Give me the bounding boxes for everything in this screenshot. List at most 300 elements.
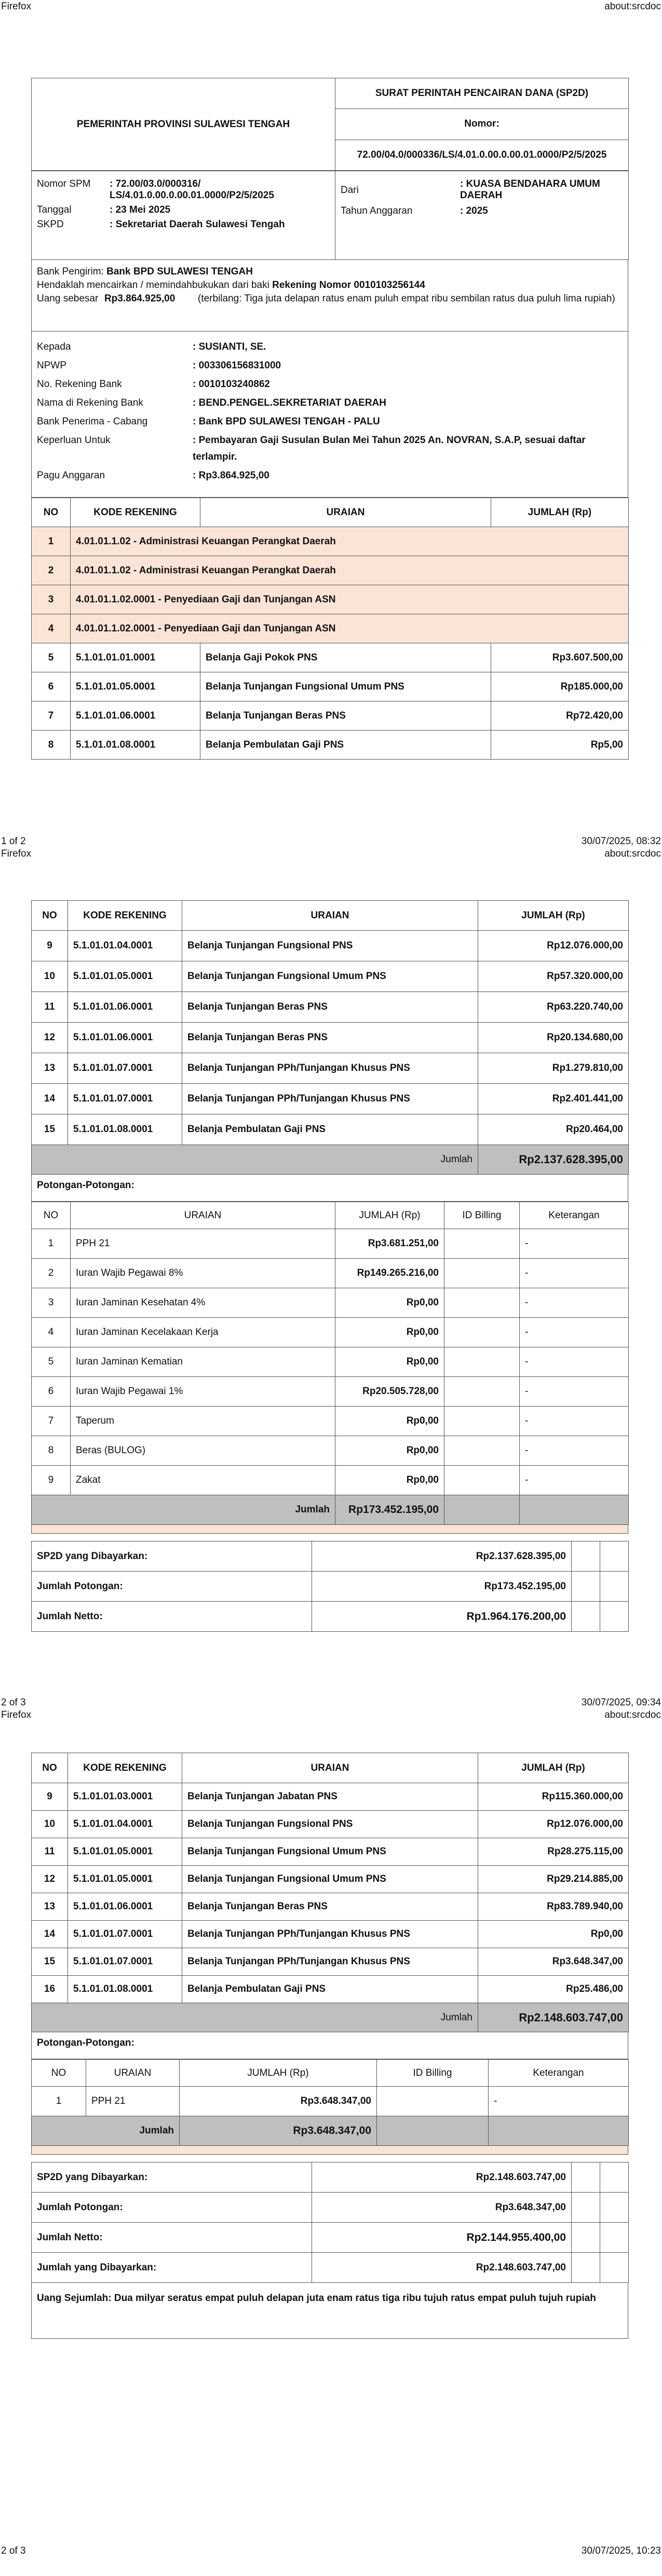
browser-header bbox=[0, 0, 662, 17]
row-no: 12 bbox=[32, 1023, 68, 1053]
pot-no: 9 bbox=[32, 1466, 71, 1495]
table-row bbox=[32, 614, 629, 643]
summary-value: Rp3.648.347,00 bbox=[312, 2193, 572, 2223]
table-row bbox=[32, 1288, 629, 1318]
pot-ket: - bbox=[520, 1436, 629, 1466]
row-no: 8 bbox=[32, 731, 71, 760]
empty-cell bbox=[600, 2162, 629, 2193]
row-no: 13 bbox=[32, 1893, 68, 1921]
pot-ket: - bbox=[520, 1407, 629, 1436]
section-divider bbox=[31, 2146, 628, 2155]
row-kode: 5.1.01.01.07.0001 bbox=[68, 1948, 182, 1976]
row-uraian: Belanja Tunjangan Fungsional Umum PNS bbox=[200, 672, 491, 701]
pot-billing bbox=[444, 1318, 520, 1347]
pot-no: 1 bbox=[32, 1229, 71, 1259]
table-row bbox=[32, 672, 629, 701]
pagu-label: Pagu Anggaran bbox=[37, 470, 105, 481]
pot-billing bbox=[377, 2087, 489, 2116]
table-row bbox=[32, 1948, 629, 1976]
pot-jumlah: Rp20.505.728,00 bbox=[335, 1377, 444, 1407]
pot-col-uraian: URAIAN bbox=[71, 1202, 335, 1229]
row-uraian: Belanja Pembulatan Gaji PNS bbox=[200, 731, 491, 760]
row-kode: 5.1.01.01.05.0001 bbox=[68, 961, 182, 992]
summary-label: SP2D yang Dibayarkan: bbox=[32, 1541, 312, 1572]
page-footer-3 bbox=[0, 2545, 662, 2576]
row-jumlah: Rp3.607.500,00 bbox=[491, 643, 629, 672]
pot-jumlah: Rp0,00 bbox=[335, 1466, 444, 1495]
row-no: 14 bbox=[32, 1084, 68, 1114]
table-row bbox=[32, 931, 629, 961]
table-row bbox=[32, 1023, 629, 1053]
pot-col-billing: ID Billing bbox=[444, 1202, 520, 1229]
pot-col-no: NO bbox=[32, 1202, 71, 1229]
row-jumlah: Rp83.789.940,00 bbox=[478, 1893, 629, 1921]
pot-jumlah: Rp0,00 bbox=[335, 1436, 444, 1466]
dari-value: : KUASA BENDAHARA UMUM DAERAH bbox=[460, 178, 600, 201]
row-uraian: Belanja Tunjangan Beras PNS bbox=[182, 1893, 478, 1921]
pot-uraian: Taperum bbox=[71, 1407, 335, 1436]
pot-ket: - bbox=[489, 2087, 629, 2116]
summary-label: Jumlah yang Dibayarkan: bbox=[32, 2253, 312, 2283]
total-value: Rp2.137.628.395,00 bbox=[478, 1145, 629, 1175]
pot-billing bbox=[444, 1436, 520, 1466]
row-jumlah: Rp3.648.347,00 bbox=[478, 1948, 629, 1976]
pot-no: 5 bbox=[32, 1347, 71, 1377]
skpd-value: : Sekretariat Daerah Sulawesi Tengah bbox=[110, 219, 285, 230]
pot-jumlah: Rp0,00 bbox=[335, 1407, 444, 1436]
row-text: 4.01.01.1.02 - Administrasi Keuangan Perangkat Daerah bbox=[71, 527, 629, 556]
pot-col-no: NO bbox=[32, 2060, 86, 2087]
potongan-table-p2 bbox=[31, 1202, 629, 1525]
print-timestamp: 30/07/2025, 10:23 bbox=[581, 2545, 661, 2556]
pot-ket: - bbox=[520, 1347, 629, 1377]
summary-value: Rp2.148.603.747,00 bbox=[312, 2253, 572, 2283]
rekening-table-p1 bbox=[31, 498, 629, 760]
table-row bbox=[32, 1436, 629, 1466]
sp2d-page-3 bbox=[31, 1753, 628, 2339]
row-no: 13 bbox=[32, 1053, 68, 1084]
pot-col-uraian: URAIAN bbox=[86, 2060, 180, 2087]
row-no: 5 bbox=[32, 643, 71, 672]
row-text: 4.01.01.1.02.0001 - Penyediaan Gaji dan Tunjangan ASN bbox=[71, 614, 629, 643]
table-row bbox=[32, 961, 629, 992]
pot-jumlah: Rp0,00 bbox=[335, 1318, 444, 1347]
pot-uraian: Iuran Jaminan Kecelakaan Kerja bbox=[71, 1318, 335, 1347]
row-jumlah: Rp12.076.000,00 bbox=[478, 931, 629, 961]
row-uraian: Belanja Tunjangan Fungsional Umum PNS bbox=[182, 1838, 478, 1866]
row-kode: 5.1.01.01.03.0001 bbox=[68, 1783, 182, 1811]
row-kode: 5.1.01.01.01.0001 bbox=[71, 643, 200, 672]
summary-value: Rp2.144.955.400,00 bbox=[312, 2223, 572, 2253]
total-value: Rp2.148.603.747,00 bbox=[478, 2003, 629, 2032]
table-row bbox=[32, 1259, 629, 1288]
row-uraian: Belanja Tunjangan Jabatan PNS bbox=[182, 1783, 478, 1811]
terbilang-total: Uang Sejumlah: Dua milyar seratus empat puluh delapan juta enam ratus tiga ribu tujuh ratus empat puluh tujuh rupiah bbox=[31, 2283, 628, 2339]
row-jumlah: Rp20.464,00 bbox=[478, 1114, 629, 1145]
row-uraian: Belanja Tunjangan Beras PNS bbox=[200, 701, 491, 731]
summary-value: Rp2.137.628.395,00 bbox=[312, 1541, 572, 1572]
row-uraian: Belanja Pembulatan Gaji PNS bbox=[182, 1976, 478, 2003]
pot-jumlah: Rp3.681.251,00 bbox=[335, 1229, 444, 1259]
table-row bbox=[32, 1921, 629, 1948]
col-uraian: URAIAN bbox=[200, 498, 491, 527]
page-counter: 1 of 2 bbox=[1, 836, 26, 847]
table-row bbox=[32, 643, 629, 672]
potongan-total-label: Jumlah bbox=[32, 2116, 180, 2146]
page-footer-1 bbox=[0, 835, 662, 866]
keperluan-label: Keperluan Untuk bbox=[37, 435, 111, 446]
row-jumlah: Rp29.214.885,00 bbox=[478, 1866, 629, 1893]
keperluan-value: : Pembayaran Gaji Susulan Bulan Mei Tahun 2025 An. NOVRAN, S.A.P, sesuai daftar terlampir. bbox=[193, 435, 586, 462]
summary-label: Jumlah Potongan: bbox=[32, 1572, 312, 1602]
row-uraian: Belanja Gaji Pokok PNS bbox=[200, 643, 491, 672]
row-kode: 5.1.01.01.07.0001 bbox=[68, 1053, 182, 1084]
table-row bbox=[32, 1347, 629, 1377]
rekening-table-p2 bbox=[31, 900, 629, 1175]
col-uraian: URAIAN bbox=[182, 1753, 478, 1783]
row-no: 9 bbox=[32, 931, 68, 961]
pot-uraian: Iuran Wajib Pegawai 1% bbox=[71, 1377, 335, 1407]
empty-cell bbox=[572, 2162, 600, 2193]
pot-no: 2 bbox=[32, 1259, 71, 1288]
pot-no: 8 bbox=[32, 1436, 71, 1466]
row-kode: 5.1.01.01.06.0001 bbox=[68, 1893, 182, 1921]
row-no: 10 bbox=[32, 1811, 68, 1838]
empty-cell bbox=[600, 1541, 629, 1572]
pot-uraian: PPH 21 bbox=[71, 1229, 335, 1259]
pot-uraian: Beras (BULOG) bbox=[71, 1436, 335, 1466]
nomor-value: 72.00/04.0/000336/LS/4.01.0.00.0.00.01.0000/P2/5/2025 bbox=[335, 140, 629, 170]
pot-col-jumlah: JUMLAH (Rp) bbox=[180, 2060, 377, 2087]
table-row bbox=[32, 701, 629, 731]
pot-col-billing: ID Billing bbox=[377, 2060, 489, 2087]
pot-no: 1 bbox=[32, 2087, 86, 2116]
row-kode: 5.1.01.01.05.0001 bbox=[71, 672, 200, 701]
table-row bbox=[32, 1114, 629, 1145]
pot-jumlah: Rp149.265.216,00 bbox=[335, 1259, 444, 1288]
terbilang-text: (terbilang: Tiga juta delapan ratus enam puluh empat ribu sembilan ratus dua puluh lima rupiah) bbox=[198, 293, 615, 304]
kepada-value: : SUSIANTI, SE. bbox=[193, 341, 266, 352]
table-row bbox=[32, 527, 629, 556]
col-kode: KODE REKENING bbox=[68, 1753, 182, 1783]
col-uraian: URAIAN bbox=[182, 901, 478, 931]
col-jumlah: JUMLAH (Rp) bbox=[478, 1753, 629, 1783]
spm-table bbox=[31, 171, 629, 260]
pot-no: 4 bbox=[32, 1318, 71, 1347]
summary-value: Rp2.148.603.747,00 bbox=[312, 2162, 572, 2193]
empty-cell bbox=[444, 1495, 520, 1525]
browser-app-name: Firefox bbox=[1, 1710, 32, 1720]
row-jumlah: Rp0,00 bbox=[478, 1921, 629, 1948]
row-kode: 5.1.01.01.07.0001 bbox=[68, 1921, 182, 1948]
bank-pengirim-label: Bank Pengirim: bbox=[37, 266, 104, 277]
section-divider bbox=[31, 1525, 628, 1534]
table-row bbox=[32, 1318, 629, 1347]
row-kode: 5.1.01.01.04.0001 bbox=[68, 931, 182, 961]
page-counter: 2 of 3 bbox=[1, 1697, 26, 1708]
row-no: 14 bbox=[32, 1921, 68, 1948]
table-row bbox=[32, 731, 629, 760]
col-jumlah: JUMLAH (Rp) bbox=[491, 498, 629, 527]
row-uraian: Belanja Tunjangan Fungsional PNS bbox=[182, 1811, 478, 1838]
pot-billing bbox=[444, 1259, 520, 1288]
summary-row bbox=[32, 1572, 629, 1602]
pot-billing bbox=[444, 1407, 520, 1436]
row-kode: 5.1.01.01.06.0001 bbox=[68, 992, 182, 1023]
pot-billing bbox=[444, 1347, 520, 1377]
sp2d-page-2 bbox=[31, 900, 628, 1632]
summary-label: SP2D yang Dibayarkan: bbox=[32, 2162, 312, 2193]
table-row bbox=[32, 1407, 629, 1436]
summary-table-p3 bbox=[31, 2162, 629, 2283]
pot-col-ket: Keterangan bbox=[520, 1202, 629, 1229]
row-kode: 5.1.01.01.05.0001 bbox=[68, 1866, 182, 1893]
row-jumlah: Rp1.279.810,00 bbox=[478, 1053, 629, 1084]
browser-url: about:srcdoc bbox=[604, 848, 661, 859]
browser-url: about:srcdoc bbox=[604, 1, 661, 12]
total-row bbox=[32, 1145, 629, 1175]
rekening-bank-value: : 0010103240862 bbox=[193, 379, 270, 390]
bank-block bbox=[31, 260, 628, 332]
nama-rekening-value: : BEND.PENGEL.SEKRETARIAT DAERAH bbox=[193, 397, 386, 408]
nama-rekening-label: Nama di Rekening Bank bbox=[37, 397, 143, 408]
row-no: 9 bbox=[32, 1783, 68, 1811]
potongan-total-row bbox=[32, 1495, 629, 1525]
pot-billing bbox=[444, 1377, 520, 1407]
table-row bbox=[32, 1838, 629, 1866]
spm-left bbox=[32, 171, 335, 260]
row-uraian: Belanja Tunjangan PPh/Tunjangan Khusus PNS bbox=[182, 1948, 478, 1976]
browser-url: about:srcdoc bbox=[604, 1710, 661, 1720]
table-row bbox=[32, 1866, 629, 1893]
org-name: PEMERINTAH PROVINSI SULAWESI TENGAH bbox=[32, 78, 335, 171]
row-kode: 5.1.01.01.06.0001 bbox=[71, 701, 200, 731]
row-no: 1 bbox=[32, 527, 71, 556]
row-jumlah: Rp185.000,00 bbox=[491, 672, 629, 701]
row-uraian: Belanja Tunjangan Beras PNS bbox=[182, 992, 478, 1023]
bank-penerima-label: Bank Penerima - Cabang bbox=[37, 416, 148, 427]
row-kode: 5.1.01.01.04.0001 bbox=[68, 1811, 182, 1838]
pot-ket: - bbox=[520, 1229, 629, 1259]
browser-app-name: Firefox bbox=[1, 1, 32, 12]
row-uraian: Belanja Tunjangan Beras PNS bbox=[182, 1023, 478, 1053]
skpd-label: SKPD bbox=[37, 219, 64, 230]
table-row bbox=[32, 1893, 629, 1921]
print-timestamp: 30/07/2025, 08:32 bbox=[581, 836, 661, 847]
potongan-total-value: Rp3.648.347,00 bbox=[180, 2116, 377, 2146]
row-uraian: Belanja Tunjangan Fungsional Umum PNS bbox=[182, 961, 478, 992]
row-uraian: Belanja Tunjangan Fungsional Umum PNS bbox=[182, 1866, 478, 1893]
summary-label: Jumlah Netto: bbox=[32, 1602, 312, 1632]
row-no: 16 bbox=[32, 1976, 68, 2003]
uang-label: Uang sebesar bbox=[37, 293, 99, 304]
summary-row bbox=[32, 2193, 629, 2223]
pot-jumlah: Rp0,00 bbox=[335, 1347, 444, 1377]
pot-ket: - bbox=[520, 1466, 629, 1495]
table-row bbox=[32, 1976, 629, 2003]
empty-cell bbox=[600, 1602, 629, 1632]
row-no: 12 bbox=[32, 1866, 68, 1893]
row-kode: 5.1.01.01.08.0001 bbox=[68, 1976, 182, 2003]
empty-cell bbox=[572, 2193, 600, 2223]
recipient-block bbox=[31, 332, 628, 498]
bank-penerima-value: : Bank BPD SULAWESI TENGAH - PALU bbox=[193, 416, 380, 427]
row-no: 10 bbox=[32, 961, 68, 992]
summary-label: Jumlah Netto: bbox=[32, 2223, 312, 2253]
tanggal-value: : 23 Mei 2025 bbox=[110, 204, 171, 215]
row-kode: 5.1.01.01.08.0001 bbox=[71, 731, 200, 760]
col-no: NO bbox=[32, 901, 68, 931]
table-row bbox=[32, 556, 629, 585]
potongan-table-p3 bbox=[31, 2059, 629, 2146]
tahun-value: : 2025 bbox=[460, 205, 488, 216]
row-no: 2 bbox=[32, 556, 71, 585]
summary-value: Rp173.452.195,00 bbox=[312, 1572, 572, 1602]
pot-uraian: Zakat bbox=[71, 1466, 335, 1495]
pot-no: 6 bbox=[32, 1377, 71, 1407]
table-row bbox=[32, 1377, 629, 1407]
row-jumlah: Rp20.134.680,00 bbox=[478, 1023, 629, 1053]
browser-app-name: Firefox bbox=[1, 848, 32, 859]
empty-cell bbox=[600, 1572, 629, 1602]
pot-jumlah: Rp3.648.347,00 bbox=[180, 2087, 377, 2116]
pot-billing bbox=[444, 1466, 520, 1495]
pot-uraian: Iuran Wajib Pegawai 8% bbox=[71, 1259, 335, 1288]
row-jumlah: Rp57.320.000,00 bbox=[478, 961, 629, 992]
summary-row bbox=[32, 1602, 629, 1632]
empty-cell bbox=[572, 1541, 600, 1572]
dari-label: Dari bbox=[341, 185, 359, 196]
nomor-label: Nomor: bbox=[335, 109, 629, 140]
row-no: 7 bbox=[32, 701, 71, 731]
header-table bbox=[31, 78, 629, 171]
empty-cell bbox=[600, 2253, 629, 2283]
spm-right bbox=[335, 171, 629, 260]
total-row bbox=[32, 2003, 629, 2032]
table-row bbox=[32, 2087, 629, 2116]
summary-row bbox=[32, 2253, 629, 2283]
pot-ket: - bbox=[520, 1318, 629, 1347]
bank-pengirim-value: Bank BPD SULAWESI TENGAH bbox=[106, 266, 253, 277]
pot-billing bbox=[444, 1229, 520, 1259]
row-jumlah: Rp25.486,00 bbox=[478, 1976, 629, 2003]
row-no: 15 bbox=[32, 1114, 68, 1145]
rekening-label: Rekening Nomor bbox=[272, 280, 352, 291]
row-kode: 5.1.01.01.07.0001 bbox=[68, 1084, 182, 1114]
total-label: Jumlah bbox=[32, 1145, 478, 1175]
summary-row bbox=[32, 1541, 629, 1572]
col-kode: KODE REKENING bbox=[68, 901, 182, 931]
row-jumlah: Rp63.220.740,00 bbox=[478, 992, 629, 1023]
row-uraian: Belanja Tunjangan PPh/Tunjangan Khusus PNS bbox=[182, 1921, 478, 1948]
table-row bbox=[32, 585, 629, 614]
row-uraian: Belanja Tunjangan Fungsional PNS bbox=[182, 931, 478, 961]
table-row bbox=[32, 1053, 629, 1084]
pot-col-ket: Keterangan bbox=[489, 2060, 629, 2087]
pot-ket: - bbox=[520, 1288, 629, 1318]
potongan-total-label: Jumlah bbox=[32, 1495, 335, 1525]
page-footer-2 bbox=[0, 1697, 662, 1728]
print-timestamp: 30/07/2025, 09:34 bbox=[581, 1697, 661, 1708]
rekening-table-p3 bbox=[31, 1753, 629, 2032]
row-jumlah: Rp115.360.000,00 bbox=[478, 1783, 629, 1811]
tahun-label: Tahun Anggaran bbox=[341, 205, 413, 216]
nomor-spm-label: Nomor SPM bbox=[37, 178, 91, 189]
col-kode: KODE REKENING bbox=[71, 498, 200, 527]
col-no: NO bbox=[32, 498, 71, 527]
pot-ket: - bbox=[520, 1259, 629, 1288]
tanggal-label: Tanggal bbox=[37, 204, 72, 215]
uang-value: Rp3.864.925,00 bbox=[104, 293, 175, 304]
potongan-title: Potongan-Potongan: bbox=[31, 2032, 628, 2059]
row-uraian: Belanja Tunjangan PPh/Tunjangan Khusus PNS bbox=[182, 1053, 478, 1084]
row-no: 11 bbox=[32, 1838, 68, 1866]
pot-no: 7 bbox=[32, 1407, 71, 1436]
table-row bbox=[32, 1783, 629, 1811]
row-uraian: Belanja Tunjangan PPh/Tunjangan Khusus PNS bbox=[182, 1084, 478, 1114]
empty-cell bbox=[600, 2193, 629, 2223]
potongan-title: Potongan-Potongan: bbox=[31, 1175, 628, 1202]
row-uraian: Belanja Pembulatan Gaji PNS bbox=[182, 1114, 478, 1145]
empty-cell bbox=[572, 2253, 600, 2283]
row-text: 4.01.01.1.02 - Administrasi Keuangan Perangkat Daerah bbox=[71, 556, 629, 585]
col-jumlah: JUMLAH (Rp) bbox=[478, 901, 629, 931]
pot-col-jumlah: JUMLAH (Rp) bbox=[335, 1202, 444, 1229]
potongan-total-value: Rp173.452.195,00 bbox=[335, 1495, 444, 1525]
empty-cell bbox=[520, 1495, 629, 1525]
pagu-value: : Rp3.864.925,00 bbox=[193, 470, 269, 481]
row-jumlah: Rp72.420,00 bbox=[491, 701, 629, 731]
recipient-kv bbox=[37, 339, 623, 484]
empty-cell bbox=[572, 1602, 600, 1632]
row-no: 11 bbox=[32, 992, 68, 1023]
npwp-value: : 003306156831000 bbox=[193, 360, 281, 371]
pot-no: 3 bbox=[32, 1288, 71, 1318]
empty-cell bbox=[600, 2223, 629, 2253]
npwp-label: NPWP bbox=[37, 360, 66, 371]
row-jumlah: Rp5,00 bbox=[491, 731, 629, 760]
total-label: Jumlah bbox=[32, 2003, 478, 2032]
rekening-bank-label: No. Rekening Bank bbox=[37, 379, 122, 390]
pot-uraian: PPH 21 bbox=[86, 2087, 180, 2116]
pot-uraian: Iuran Jaminan Kematian bbox=[71, 1347, 335, 1377]
table-row bbox=[32, 1466, 629, 1495]
rekening-value: 0010103256144 bbox=[354, 280, 425, 291]
empty-cell bbox=[489, 2116, 629, 2146]
pot-ket: - bbox=[520, 1377, 629, 1407]
empty-cell bbox=[377, 2116, 489, 2146]
empty-cell bbox=[572, 1572, 600, 1602]
pot-jumlah: Rp0,00 bbox=[335, 1288, 444, 1318]
table-row bbox=[32, 1084, 629, 1114]
row-text: 4.01.01.1.02.0001 - Penyediaan Gaji dan Tunjangan ASN bbox=[71, 585, 629, 614]
row-kode: 5.1.01.01.06.0001 bbox=[68, 1023, 182, 1053]
table-row bbox=[32, 1811, 629, 1838]
row-no: 3 bbox=[32, 585, 71, 614]
page-counter: 2 of 3 bbox=[1, 2545, 26, 2556]
row-no: 15 bbox=[32, 1948, 68, 1976]
summary-row bbox=[32, 2162, 629, 2193]
row-jumlah: Rp28.275.115,00 bbox=[478, 1838, 629, 1866]
doc-title: SURAT PERINTAH PENCAIRAN DANA (SP2D) bbox=[335, 78, 629, 109]
pot-billing bbox=[444, 1288, 520, 1318]
table-row bbox=[32, 992, 629, 1023]
col-no: NO bbox=[32, 1753, 68, 1783]
empty-cell bbox=[572, 2223, 600, 2253]
row-no: 4 bbox=[32, 614, 71, 643]
row-kode: 5.1.01.01.05.0001 bbox=[68, 1838, 182, 1866]
row-jumlah: Rp2.401.441,00 bbox=[478, 1084, 629, 1114]
